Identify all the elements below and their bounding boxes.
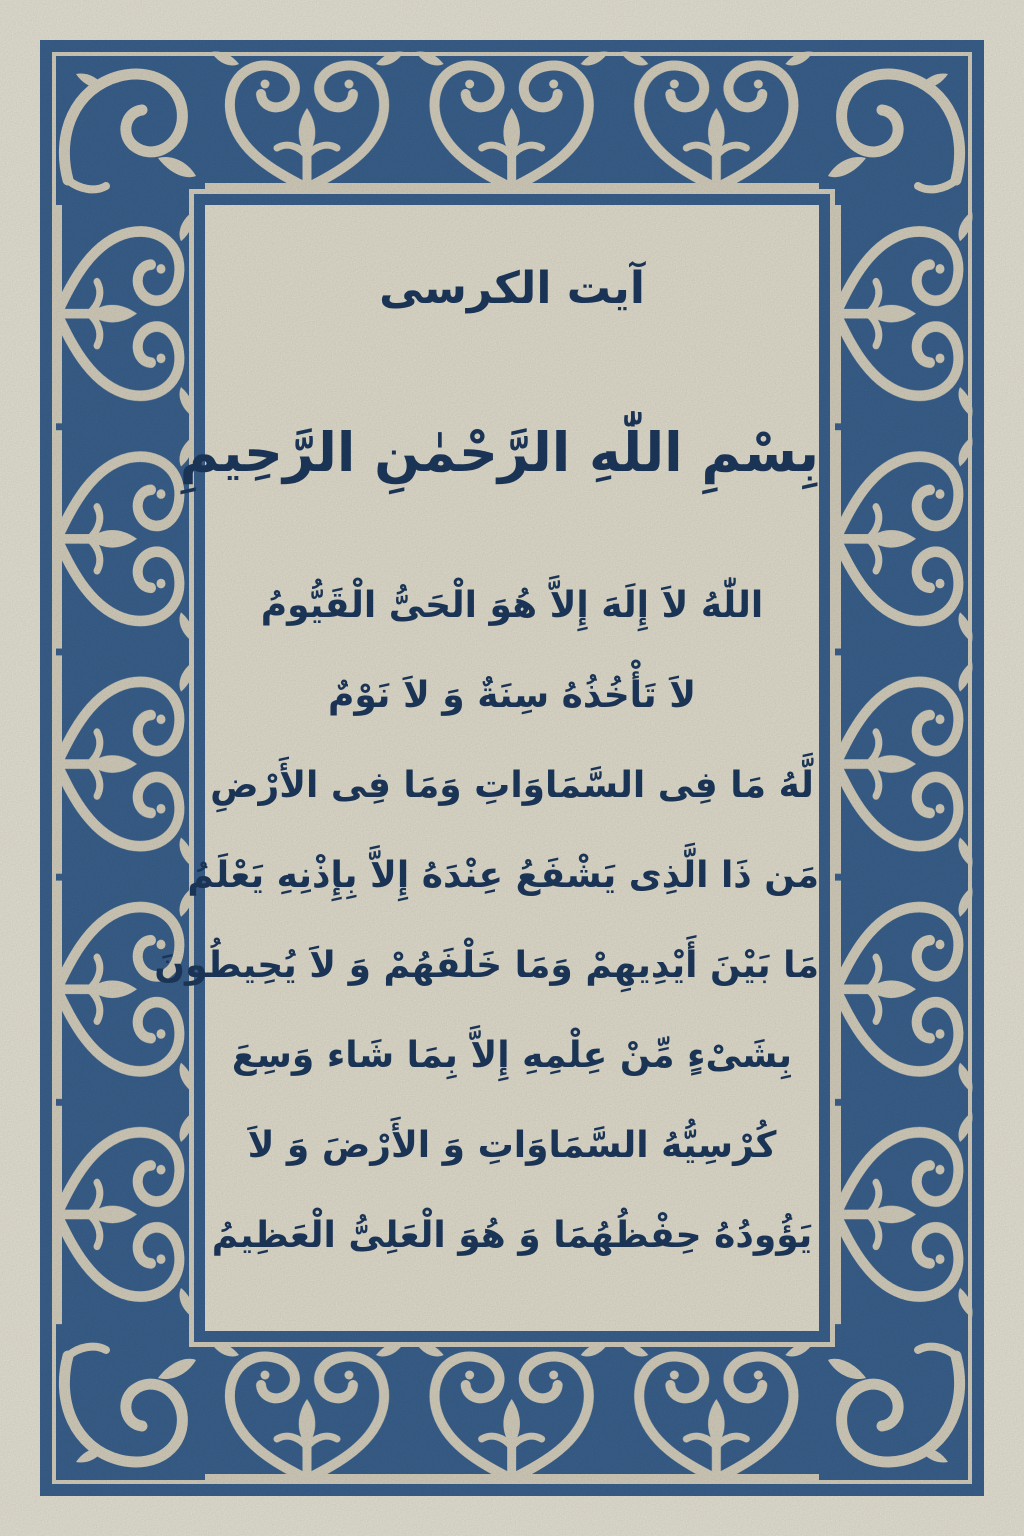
bismillah-line: بِسْمِ اللّٰهِ الرَّحْمٰنِ الرَّحِيمِ <box>179 421 819 484</box>
verse-line-8: يَؤُودُهُ حِفْظُهُمَا وَ هُوَ الْعَلِىُّ الْعَظِيمُ <box>211 1215 813 1256</box>
page-title: آيت الكرسى <box>379 263 645 314</box>
verse-line-1: اللّٰهُ لاَ إِلَهَ إِلاَّ هُوَ الْحَىُّ الْقَيُّومُ <box>260 585 764 626</box>
verse-line-6: بِشَىْءٍ مِّنْ عِلْمِهِ إِلاَّ بِمَا شَاء وَسِعَ <box>231 1035 793 1076</box>
border-corner-bottom-left <box>40 1331 205 1496</box>
border-corner-bottom-right <box>819 1331 984 1496</box>
verse-line-7: كُرْسِيُّهُ السَّمَاوَاتِ وَ الأَرْضَ وَ لاَ <box>247 1125 777 1166</box>
verse-block <box>154 561 819 1281</box>
border-corner-top-right <box>819 40 984 205</box>
verse-line-3: لَّهُ مَا فِى السَّمَاوَاتِ وَمَا فِى الأَرْضِ <box>210 765 814 806</box>
text-panel <box>154 205 819 1331</box>
border-corner-top-left <box>40 40 205 205</box>
verse-line-2: لاَ تَأْخُذُهُ سِنَةٌ وَ لاَ نَوْمٌ <box>327 675 697 716</box>
verse-line-5: مَا بَيْنَ أَيْدِيهِمْ وَمَا خَلْفَهُمْ وَ لاَ يُحِيطُونَ <box>154 945 819 986</box>
verse-line-4: مَن ذَا الَّذِى يَشْفَعُ عِنْدَهُ إِلاَّ بِإِذْنِهِ يَعْلَمُ <box>187 855 819 896</box>
